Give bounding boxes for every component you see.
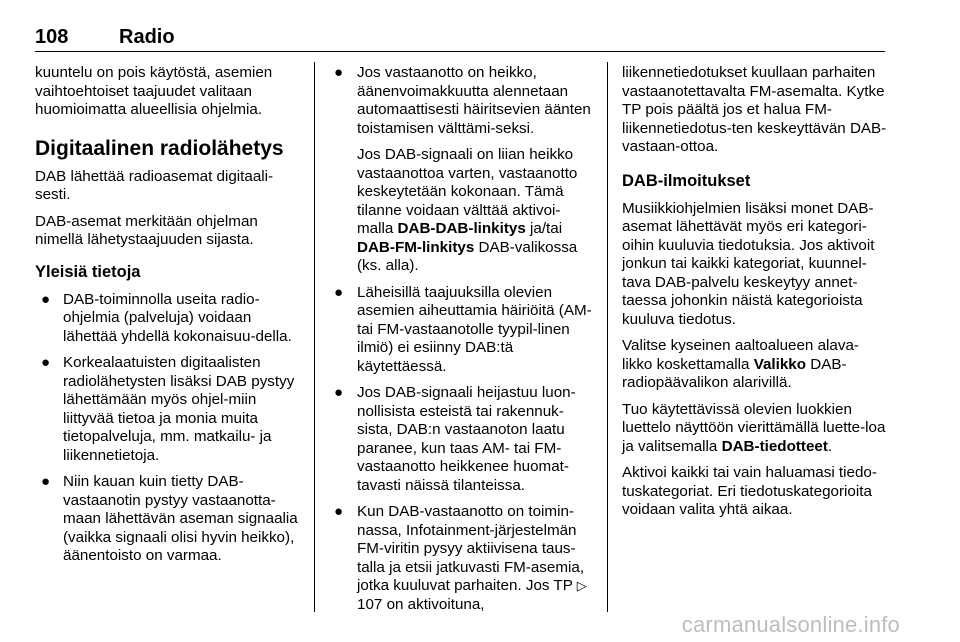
list-item-subparagraph [357, 146, 596, 276]
list-item-text: Niin kauan kuin tietty DAB-vastaanotin pystyy vastaanotta-maan lähettävän aseman signaalia (vaikka signaali olisi hyvin heikko), äänentoisto on varmaa. [63, 473, 298, 564]
page-reference: 107 [357, 595, 383, 613]
section-heading: Digitaalinen radiolähetys [35, 136, 284, 160]
bullet-icon: ● [41, 354, 51, 371]
list-item [328, 384, 596, 495]
bullet-icon: ● [334, 384, 344, 401]
column-divider-1 [314, 62, 315, 612]
paragraph: Musiikkiohjelmien lisäksi monet DAB-asemat lähettävät myös eri kategori-oihin kuuluvia tiedotuksia. Jos aktivoit jonkun tai kaikki kategoriat, kuunnel-tava DAB-palvelu keskeytyy annet-taessa johonkin näistä kategorioista kuuluva tiedotus. [622, 199, 875, 328]
menu-option-dab-fm-link: DAB-FM-linkitys [357, 238, 475, 256]
paragraph [622, 337, 888, 393]
paragraph [622, 401, 888, 457]
page-number: 108 [35, 26, 69, 48]
chapter-title: Radio [119, 26, 175, 48]
list-item-text: Jos vastaanotto on heikko, äänenvoimakkuutta alennetaan automaattisesti häiritsevien äänten toistamisen välttämi-seksi. [357, 64, 591, 137]
paragraph: DAB-asemat merkitään ohjelman nimellä lähetystaajuuden sijasta. [35, 212, 258, 248]
header-rule [35, 51, 885, 52]
bullet-icon: ● [41, 290, 51, 308]
subsection-heading: Yleisiä tietoja [35, 262, 141, 281]
paragraph: Aktivoi kaikki tai vain haluamasi tiedo-tuskategoriat. Eri tiedotuskategorioita voidaan valita yhtä aikaa. [622, 464, 877, 518]
list-item [35, 291, 300, 347]
text: on aktivoituna, [382, 595, 485, 613]
column-3 [622, 64, 888, 528]
list-item [35, 473, 300, 566]
text: DAB-valikossa (ks. alla). [357, 238, 578, 274]
list-item [328, 64, 596, 276]
paragraph: liikennetiedotukset kuullaan parhaiten vastaanotettavalta FM-asemalta. Kytke TP pois päältä jos et halua FM-liikennetiedotus-ten keskeyttävän DAB-vastaan-ottoa. [622, 64, 887, 155]
menu-option-dab-dab-link: DAB-DAB-linkitys [397, 220, 526, 237]
bullet-icon: ● [334, 64, 344, 81]
column-2 [328, 64, 596, 622]
subsection-heading: DAB-ilmoitukset [622, 171, 751, 190]
text: Valitse kyseinen aaltoalueen alava-likko koskettamalla [622, 337, 859, 373]
text: ja/tai [525, 220, 563, 237]
list-item [328, 503, 596, 614]
menu-option-valikko: Valikko [753, 355, 807, 373]
page-header [35, 22, 885, 52]
list-item-text: DAB-toiminnolla useita radio-ohjelmia (palveluja) voidaan lähettää yhdellä kokonaisuu-della. [63, 290, 292, 345]
page-reference-icon: ▷ [576, 578, 587, 593]
list-item-text: Läheisillä taajuuksilla olevien asemien aiheuttamia häiriöitä (AM- tai FM-vastaanotolle tyypil-linen ilmiö) ei esiinny DAB:tä käytettäessä. [357, 283, 592, 375]
text: DAB-radiopäävalikon alarivillä. [622, 355, 847, 391]
list-item-text: Korkealaatuisten digitaalisten radiolähetysten lisäksi DAB pystyy lähettämään myös ohjel-miin liittyvää tietoa ja monia muita tietopalveluja, mm. matkailu- ja liikennetietoja. [63, 354, 295, 464]
list-item [328, 284, 596, 377]
list-item-text: Jos DAB-signaali heijastuu luon-nollisista esteistä tai rakennuk-sista, DAB:n vastaanoton laatu paranee, kun taas AM- tai FM-vastaanotto heikkenee huomat-tavasti näissä tilanteissa. [357, 384, 576, 494]
bullet-icon: ● [334, 503, 344, 520]
text: Jos DAB-signaali on liian heikko vastaanottoa varten, vastaanotto keskeytetään kokonaan. Tämä tilanne voidaan välttää aktivoi-malla [357, 146, 578, 237]
intro-paragraph: kuuntelu on pois käytöstä, asemien vaihtoehtoiset taajuudet valitaan huomioimatta alueellisia ohjelmia. [35, 64, 273, 118]
column-1 [35, 64, 300, 574]
menu-option-dab-tiedotteet: DAB-tiedotteet [721, 437, 828, 455]
text: Tuo käytettävissä olevien luokkien luettelo näyttöön vierittämällä luette-loa ja valitsemalla [622, 400, 886, 455]
text: . [827, 437, 833, 455]
watermark: carmanualsonline.info [681, 612, 900, 637]
paragraph: DAB lähettää radioasemat digitaali-sesti. [35, 167, 274, 203]
column-divider-2 [607, 62, 608, 612]
list-item [35, 354, 300, 465]
list-item-text: Kun DAB-vastaanotto on toimin-nassa, Infotainment-järjestelmän FM-viritin pysyy aktiivisena taus-talla ja etsii jatkuvasti FM-asemia, jotka kuuluvat parhaiten. Jos TP [357, 503, 585, 594]
bullet-list [328, 64, 596, 614]
bullet-icon: ● [41, 473, 51, 490]
bullet-list [35, 291, 300, 566]
bullet-icon: ● [334, 283, 344, 301]
